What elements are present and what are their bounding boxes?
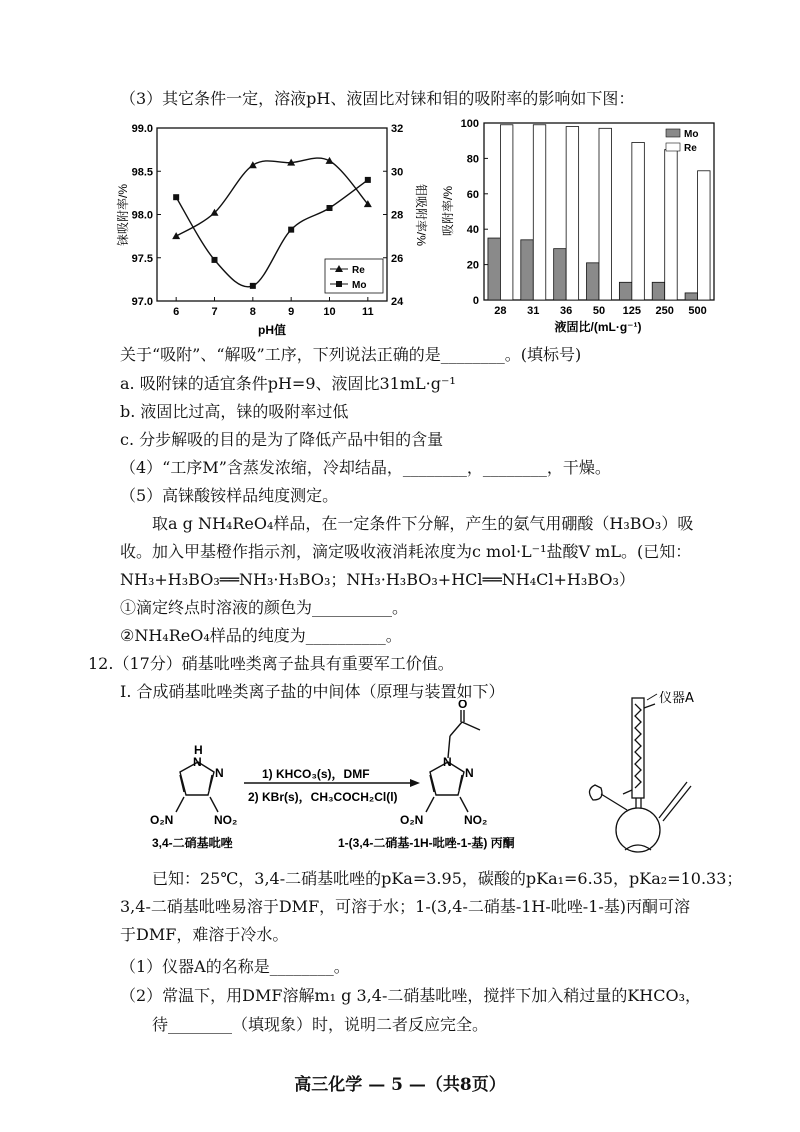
reflux-apparatus (575, 690, 735, 865)
sub-2a: （2）常温下，用DMF溶解m₁ g 3,4-二硝基吡唑，搅拌下加入稍过量的KHCO₃， (120, 986, 702, 1005)
ratio-chart (438, 115, 728, 340)
reactant-o2n: O₂N (150, 813, 174, 827)
ph-legend (325, 259, 383, 293)
known-1: 已知：25℃，3,4-二硝基吡唑的pKa=3.95，碳酸的pKa₁=6.35，pKa₂=10.33； (152, 869, 743, 888)
q5-p1: 取a g NH₄ReO₄样品，在一定条件下分解，产生的氨气用硼酸（H₃BO₃）吸 (152, 514, 694, 533)
mo-point (365, 177, 371, 183)
q4-text: （4）“工序M”含蒸发浓缩，冷却结晶，________，________，干燥。 (120, 458, 611, 477)
mo-point (173, 194, 179, 200)
ph-y2tick-label: 24 (391, 296, 404, 308)
ratio-ytick-label: 0 (472, 295, 479, 307)
bar-re (665, 150, 677, 300)
re-curve (176, 158, 368, 236)
ratio-legend (666, 129, 698, 154)
mo-point (288, 227, 294, 233)
q5-s1: ①滴定终点时溶液的颜色为__________。 (120, 598, 409, 617)
bar-mo (554, 249, 566, 300)
known-2: 3,4-二硝基吡唑易溶于DMF，可溶于水；1-(3,4-二硝基-1H-吡唑-1-基)丙酮可溶 (120, 897, 691, 916)
ph-ytick-label: 97.0 (131, 296, 153, 308)
product-n1: N (443, 755, 452, 769)
ph-ytick-label: 98.0 (131, 209, 153, 222)
ph-y2tick-label: 32 (391, 123, 404, 135)
page-footer: 高三化学 — 5 —（共8页） (294, 1075, 506, 1095)
ph-x-label: pH值 (258, 323, 286, 337)
ratio-ytick-label: 100 (460, 118, 479, 130)
bar-mo (521, 240, 533, 300)
mo-point (212, 257, 218, 263)
ph-xtick-label: 7 (211, 306, 218, 318)
reactant-structure (176, 762, 218, 812)
bar-mo (488, 238, 500, 300)
ratio-ytick-label: 20 (466, 259, 479, 272)
ph-xtick-label: 11 (362, 306, 374, 318)
reactant-name: 3,4-二硝基吡唑 (152, 836, 233, 850)
reactant-n2: N (215, 766, 224, 780)
product-name: 1-(3,4-二硝基-1H-吡唑-1-基) 丙酮 (338, 836, 515, 850)
mo-point (327, 205, 333, 211)
re-point (326, 157, 334, 164)
sub-1: （1）仪器A的名称是________。 (120, 957, 350, 976)
bar-re (566, 127, 578, 300)
q5-p2: 收。加入甲基橙作指示剂，滴定吸收液消耗浓度为c mol·L⁻¹盐酸V mL。(已知： (120, 542, 692, 561)
bar-mo (652, 282, 664, 300)
ph-y2tick-label: 28 (391, 209, 404, 222)
bar-re (698, 171, 710, 300)
q5-title: （5）高铼酸铵样品纯度测定。 (120, 486, 339, 505)
bar-re (533, 125, 545, 300)
q3-option-a: a. 吸附铼的适宜条件pH=9、液固比31mL·g⁻¹ (120, 374, 456, 393)
reactant-n1: N (193, 755, 202, 769)
q3-option-b: b. 液固比过高，铼的吸附率过低 (120, 402, 349, 421)
legend-ratio-re: Re (684, 143, 697, 154)
reactant-no2: NO₂ (214, 813, 238, 827)
q12-head: 12.（17分）硝基吡唑类离子盐具有重要军工价值。 (88, 654, 454, 673)
bar-mo (587, 263, 599, 300)
legend-re: Re (352, 265, 365, 276)
legend-mo: Mo (352, 280, 367, 291)
q3-question: 关于“吸附”、“解吸”工序，下列说法正确的是________。(填标号) (120, 345, 582, 364)
condenser-coil (635, 704, 641, 788)
ph-chart (110, 115, 430, 340)
apparatus-label: 仪器A (659, 691, 694, 706)
ratio-x-label: 液固比/(mL·g⁻¹) (554, 320, 642, 334)
product-n2: N (465, 766, 474, 780)
ph-xtick-label: 6 (173, 306, 180, 318)
ph-xtick-label: 10 (323, 306, 336, 318)
ratio-xtick-label: 36 (560, 305, 573, 317)
condition-2: 2) KBr(s)，CH₃COCH₂Cl(l) (248, 790, 398, 804)
ph-ytick-label: 97.5 (131, 252, 153, 265)
q3-option-c: c. 分步解吸的目的是为了降低产品中钼的含量 (120, 430, 444, 449)
re-point (172, 232, 180, 239)
bar-re (500, 125, 512, 300)
product-structure (426, 710, 480, 812)
q12-part1: I. 合成硝基吡唑类离子盐的中间体（原理与装置如下） (120, 682, 505, 701)
ratio-ytick-label: 60 (466, 188, 479, 201)
ratio-xtick-label: 50 (592, 305, 606, 317)
product-no2: NO₂ (464, 813, 488, 827)
q5-p3: NH₃+H₃BO₃══NH₃·H₃BO₃；NH₃·H₃BO₃+HCl══NH₄Cl+H₃BO₃） (120, 570, 635, 589)
ph-xtick-label: 9 (288, 306, 295, 318)
ph-xtick-label: 8 (249, 306, 256, 318)
ratio-xtick-label: 500 (688, 305, 707, 317)
known-3: 于DMF，难溶于冷水。 (120, 925, 289, 944)
ph-ytick-label: 99.0 (131, 123, 153, 135)
ph-y-label: 铼吸附率/% (116, 183, 130, 247)
mo-point (250, 283, 256, 289)
bar-re (599, 128, 611, 300)
bar-mo (619, 282, 631, 300)
ph-y2tick-label: 30 (391, 166, 404, 179)
ph-y2-label: 钼吸附率/% (414, 183, 428, 247)
condition-1: 1) KHCO₃(s)，DMF (262, 767, 370, 781)
ratio-y-label: 吸附率/% (441, 185, 455, 237)
label-pointer (647, 694, 657, 700)
bar-mo (685, 293, 697, 300)
ph-ytick-label: 98.5 (131, 166, 153, 179)
ph-y2tick-label: 26 (391, 252, 404, 265)
sub-2b: 待________（填现象）时，说明二者反应完全。 (152, 1015, 489, 1034)
ratio-xtick-label: 250 (655, 305, 674, 317)
ratio-xtick-label: 125 (622, 305, 642, 317)
ratio-xtick-label: 28 (494, 305, 507, 317)
ratio-xtick-label: 31 (527, 305, 540, 317)
product-o: O (458, 700, 468, 711)
ratio-ytick-label: 40 (466, 224, 479, 237)
q5-s2: ②NH₄ReO₄样品的纯度为__________。 (120, 626, 402, 645)
reaction-scheme (140, 700, 580, 860)
re-point (249, 161, 257, 168)
q3-intro: （3）其它条件一定，溶液pH、液固比对铼和钼的吸附率的影响如下图： (120, 89, 635, 108)
product-o2n: O₂N (400, 813, 424, 827)
reactant-h: H (194, 743, 203, 757)
legend-ratio-mo: Mo (684, 129, 699, 140)
ratio-ytick-label: 80 (466, 153, 479, 166)
bar-re (632, 142, 644, 300)
